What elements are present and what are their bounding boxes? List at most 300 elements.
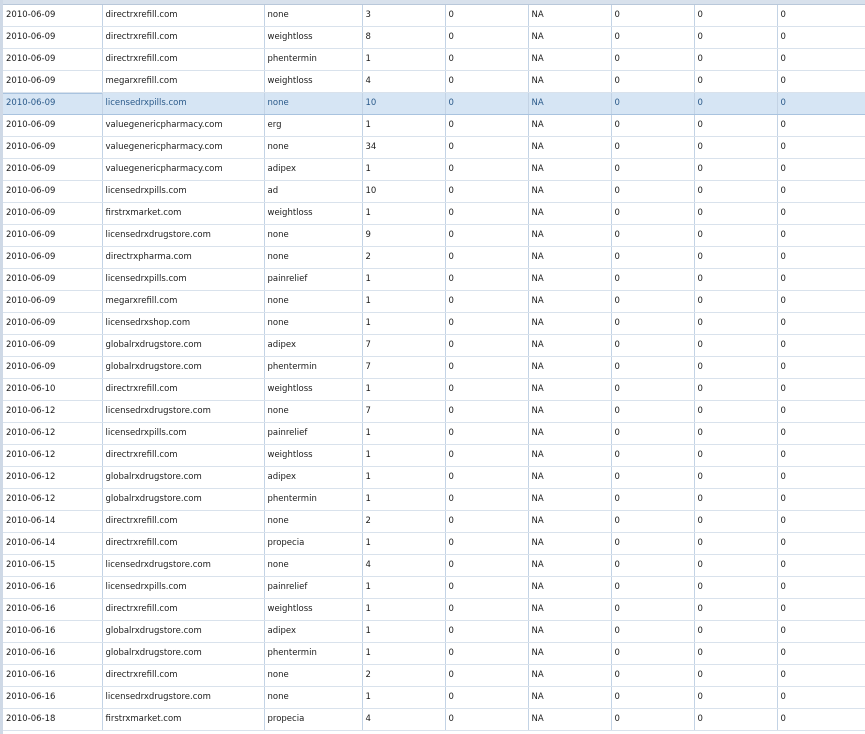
table-row[interactable]	[3, 115, 865, 137]
category-cell[interactable]: none	[264, 511, 362, 533]
col8-cell[interactable]: 0	[694, 533, 777, 555]
domain-cell[interactable]: directrxrefill.com	[102, 5, 264, 27]
col9-cell[interactable]: 0	[777, 71, 865, 93]
col9-cell[interactable]: 0	[777, 445, 865, 467]
domain-cell[interactable]: globalrxdrugstore.com	[102, 489, 264, 511]
col8-cell[interactable]: 0	[694, 555, 777, 577]
date-cell[interactable]: 2010-06-09	[3, 247, 102, 269]
table-row[interactable]	[3, 291, 865, 313]
col5-cell[interactable]: 0	[445, 291, 528, 313]
col8-cell[interactable]: 0	[694, 643, 777, 665]
col7-cell[interactable]: 0	[611, 203, 694, 225]
date-cell[interactable]: 2010-06-09	[3, 269, 102, 291]
col5-cell[interactable]: 0	[445, 225, 528, 247]
domain-cell[interactable]: directrxrefill.com	[102, 379, 264, 401]
col9-cell[interactable]: 0	[777, 203, 865, 225]
count-cell[interactable]: 1	[362, 313, 445, 335]
col9-cell[interactable]: 0	[777, 5, 865, 27]
category-cell[interactable]: none	[264, 313, 362, 335]
category-cell[interactable]: weightloss	[264, 445, 362, 467]
date-cell[interactable]: 2010-06-16	[3, 599, 102, 621]
col7-cell[interactable]: 0	[611, 313, 694, 335]
col5-cell[interactable]: 0	[445, 27, 528, 49]
domain-cell[interactable]: licensedrxpills.com	[102, 181, 264, 203]
col7-cell[interactable]: 0	[611, 93, 694, 115]
domain-cell[interactable]: valuegenericpharmacy.com	[102, 115, 264, 137]
domain-cell[interactable]: globalrxdrugstore.com	[102, 621, 264, 643]
col7-cell[interactable]: 0	[611, 709, 694, 731]
date-cell[interactable]: 2010-06-16	[3, 621, 102, 643]
na-cell[interactable]: NA	[528, 159, 611, 181]
col7-cell[interactable]: 0	[611, 49, 694, 71]
col5-cell[interactable]: 0	[445, 181, 528, 203]
na-cell[interactable]: NA	[528, 555, 611, 577]
domain-cell[interactable]: megarxrefill.com	[102, 71, 264, 93]
col7-cell[interactable]: 0	[611, 5, 694, 27]
table-row[interactable]	[3, 555, 865, 577]
table-row[interactable]	[3, 467, 865, 489]
date-cell[interactable]: 2010-06-09	[3, 225, 102, 247]
col9-cell[interactable]: 0	[777, 379, 865, 401]
col5-cell[interactable]: 0	[445, 555, 528, 577]
category-cell[interactable]: adipex	[264, 621, 362, 643]
col9-cell[interactable]: 0	[777, 357, 865, 379]
table-row[interactable]	[3, 335, 865, 357]
na-cell[interactable]: NA	[528, 533, 611, 555]
date-cell[interactable]: 2010-06-16	[3, 687, 102, 709]
col5-cell[interactable]: 0	[445, 269, 528, 291]
table-row[interactable]	[3, 621, 865, 643]
col8-cell[interactable]: 0	[694, 269, 777, 291]
col8-cell[interactable]: 0	[694, 71, 777, 93]
col9-cell[interactable]: 0	[777, 27, 865, 49]
col7-cell[interactable]: 0	[611, 115, 694, 137]
col9-cell[interactable]: 0	[777, 93, 865, 115]
category-cell[interactable]: adipex	[264, 335, 362, 357]
domain-cell[interactable]: directrxrefill.com	[102, 599, 264, 621]
col9-cell[interactable]: 0	[777, 555, 865, 577]
count-cell[interactable]: 34	[362, 137, 445, 159]
count-cell[interactable]: 1	[362, 269, 445, 291]
col9-cell[interactable]: 0	[777, 489, 865, 511]
table-row[interactable]	[3, 247, 865, 269]
col9-cell[interactable]: 0	[777, 423, 865, 445]
count-cell[interactable]: 10	[362, 181, 445, 203]
category-cell[interactable]: weightloss	[264, 379, 362, 401]
na-cell[interactable]: NA	[528, 621, 611, 643]
col7-cell[interactable]: 0	[611, 71, 694, 93]
col7-cell[interactable]: 0	[611, 181, 694, 203]
table-row[interactable]	[3, 599, 865, 621]
category-cell[interactable]: weightloss	[264, 27, 362, 49]
table-row[interactable]	[3, 511, 865, 533]
na-cell[interactable]: NA	[528, 665, 611, 687]
col8-cell[interactable]: 0	[694, 5, 777, 27]
na-cell[interactable]: NA	[528, 379, 611, 401]
col5-cell[interactable]: 0	[445, 401, 528, 423]
col5-cell[interactable]: 0	[445, 313, 528, 335]
col5-cell[interactable]: 0	[445, 577, 528, 599]
na-cell[interactable]: NA	[528, 27, 611, 49]
col5-cell[interactable]: 0	[445, 49, 528, 71]
na-cell[interactable]: NA	[528, 445, 611, 467]
na-cell[interactable]: NA	[528, 181, 611, 203]
date-cell[interactable]: 2010-06-16	[3, 643, 102, 665]
date-cell[interactable]: 2010-06-14	[3, 533, 102, 555]
table-row[interactable]	[3, 687, 865, 709]
col8-cell[interactable]: 0	[694, 709, 777, 731]
domain-cell[interactable]: firstrxmarket.com	[102, 709, 264, 731]
table-row[interactable]	[3, 379, 865, 401]
date-cell[interactable]: 2010-06-09	[3, 5, 102, 27]
date-cell[interactable]: 2010-06-09	[3, 357, 102, 379]
na-cell[interactable]: NA	[528, 203, 611, 225]
col9-cell[interactable]: 0	[777, 115, 865, 137]
col5-cell[interactable]: 0	[445, 665, 528, 687]
count-cell[interactable]: 2	[362, 665, 445, 687]
table-row[interactable]	[3, 533, 865, 555]
col8-cell[interactable]: 0	[694, 577, 777, 599]
date-cell[interactable]: 2010-06-09	[3, 313, 102, 335]
count-cell[interactable]: 1	[362, 423, 445, 445]
date-cell[interactable]: 2010-06-16	[3, 577, 102, 599]
na-cell[interactable]: NA	[528, 269, 611, 291]
na-cell[interactable]: NA	[528, 49, 611, 71]
category-cell[interactable]: weightloss	[264, 203, 362, 225]
col9-cell[interactable]: 0	[777, 533, 865, 555]
col9-cell[interactable]: 0	[777, 181, 865, 203]
col5-cell[interactable]: 0	[445, 511, 528, 533]
domain-cell[interactable]: licensedrxpills.com	[102, 423, 264, 445]
count-cell[interactable]: 1	[362, 599, 445, 621]
category-cell[interactable]: painrelief	[264, 423, 362, 445]
table-row[interactable]	[3, 5, 865, 27]
col7-cell[interactable]: 0	[611, 577, 694, 599]
category-cell[interactable]: adipex	[264, 467, 362, 489]
count-cell[interactable]: 8	[362, 27, 445, 49]
col7-cell[interactable]: 0	[611, 643, 694, 665]
date-cell[interactable]: 2010-06-12	[3, 401, 102, 423]
date-cell[interactable]: 2010-06-14	[3, 511, 102, 533]
count-cell[interactable]: 1	[362, 291, 445, 313]
col7-cell[interactable]: 0	[611, 27, 694, 49]
count-cell[interactable]: 3	[362, 5, 445, 27]
category-cell[interactable]: painrelief	[264, 577, 362, 599]
category-cell[interactable]: none	[264, 291, 362, 313]
table-row[interactable]	[3, 159, 865, 181]
col7-cell[interactable]: 0	[611, 599, 694, 621]
col9-cell[interactable]: 0	[777, 291, 865, 313]
col7-cell[interactable]: 0	[611, 533, 694, 555]
count-cell[interactable]: 7	[362, 401, 445, 423]
na-cell[interactable]: NA	[528, 5, 611, 27]
col9-cell[interactable]: 0	[777, 269, 865, 291]
count-cell[interactable]: 1	[362, 533, 445, 555]
col7-cell[interactable]: 0	[611, 423, 694, 445]
date-cell[interactable]: 2010-06-10	[3, 379, 102, 401]
category-cell[interactable]: none	[264, 137, 362, 159]
category-cell[interactable]: phentermin	[264, 49, 362, 71]
domain-cell[interactable]: directrxrefill.com	[102, 27, 264, 49]
col7-cell[interactable]: 0	[611, 511, 694, 533]
domain-cell[interactable]: licensedrxdrugstore.com	[102, 555, 264, 577]
col7-cell[interactable]: 0	[611, 291, 694, 313]
category-cell[interactable]: none	[264, 555, 362, 577]
col9-cell[interactable]: 0	[777, 665, 865, 687]
category-cell[interactable]: propecia	[264, 709, 362, 731]
col9-cell[interactable]: 0	[777, 599, 865, 621]
na-cell[interactable]: NA	[528, 511, 611, 533]
col8-cell[interactable]: 0	[694, 379, 777, 401]
col8-cell[interactable]: 0	[694, 159, 777, 181]
col8-cell[interactable]: 0	[694, 511, 777, 533]
col5-cell[interactable]: 0	[445, 159, 528, 181]
col8-cell[interactable]: 0	[694, 93, 777, 115]
count-cell[interactable]: 9	[362, 225, 445, 247]
col9-cell[interactable]: 0	[777, 577, 865, 599]
date-cell[interactable]: 2010-06-12	[3, 489, 102, 511]
na-cell[interactable]: NA	[528, 489, 611, 511]
domain-cell[interactable]: directrxpharma.com	[102, 247, 264, 269]
category-cell[interactable]: none	[264, 247, 362, 269]
table-row[interactable]	[3, 357, 865, 379]
col9-cell[interactable]: 0	[777, 687, 865, 709]
col5-cell[interactable]: 0	[445, 357, 528, 379]
count-cell[interactable]: 4	[362, 709, 445, 731]
col8-cell[interactable]: 0	[694, 291, 777, 313]
col5-cell[interactable]: 0	[445, 599, 528, 621]
col7-cell[interactable]: 0	[611, 401, 694, 423]
na-cell[interactable]: NA	[528, 357, 611, 379]
na-cell[interactable]: NA	[528, 225, 611, 247]
count-cell[interactable]: 4	[362, 555, 445, 577]
col5-cell[interactable]: 0	[445, 643, 528, 665]
na-cell[interactable]: NA	[528, 401, 611, 423]
na-cell[interactable]: NA	[528, 291, 611, 313]
table-row[interactable]	[3, 709, 865, 731]
col7-cell[interactable]: 0	[611, 445, 694, 467]
table-row[interactable]	[3, 93, 865, 115]
category-cell[interactable]: none	[264, 5, 362, 27]
category-cell[interactable]: ad	[264, 181, 362, 203]
col5-cell[interactable]: 0	[445, 137, 528, 159]
category-cell[interactable]: erg	[264, 115, 362, 137]
na-cell[interactable]: NA	[528, 599, 611, 621]
table-row[interactable]	[3, 643, 865, 665]
table-row[interactable]	[3, 203, 865, 225]
category-cell[interactable]: none	[264, 687, 362, 709]
col8-cell[interactable]: 0	[694, 599, 777, 621]
col8-cell[interactable]: 0	[694, 27, 777, 49]
domain-cell[interactable]: globalrxdrugstore.com	[102, 643, 264, 665]
col8-cell[interactable]: 0	[694, 445, 777, 467]
date-cell[interactable]: 2010-06-09	[3, 335, 102, 357]
col8-cell[interactable]: 0	[694, 247, 777, 269]
count-cell[interactable]: 1	[362, 687, 445, 709]
date-cell[interactable]: 2010-06-12	[3, 467, 102, 489]
date-cell[interactable]: 2010-06-12	[3, 423, 102, 445]
domain-cell[interactable]: licensedrxpills.com	[102, 93, 264, 115]
table-row[interactable]	[3, 71, 865, 93]
domain-cell[interactable]: licensedrxshop.com	[102, 313, 264, 335]
col5-cell[interactable]: 0	[445, 621, 528, 643]
na-cell[interactable]: NA	[528, 93, 611, 115]
domain-cell[interactable]: directrxrefill.com	[102, 665, 264, 687]
table-row[interactable]	[3, 225, 865, 247]
category-cell[interactable]: phentermin	[264, 489, 362, 511]
table-row[interactable]	[3, 665, 865, 687]
domain-cell[interactable]: directrxrefill.com	[102, 445, 264, 467]
date-cell[interactable]: 2010-06-16	[3, 665, 102, 687]
col8-cell[interactable]: 0	[694, 665, 777, 687]
col5-cell[interactable]: 0	[445, 489, 528, 511]
col7-cell[interactable]: 0	[611, 379, 694, 401]
col5-cell[interactable]: 0	[445, 533, 528, 555]
col9-cell[interactable]: 0	[777, 313, 865, 335]
col9-cell[interactable]: 0	[777, 401, 865, 423]
category-cell[interactable]: phentermin	[264, 357, 362, 379]
col9-cell[interactable]: 0	[777, 159, 865, 181]
count-cell[interactable]: 4	[362, 71, 445, 93]
date-cell[interactable]: 2010-06-09	[3, 291, 102, 313]
col9-cell[interactable]: 0	[777, 621, 865, 643]
na-cell[interactable]: NA	[528, 577, 611, 599]
col7-cell[interactable]: 0	[611, 467, 694, 489]
col8-cell[interactable]: 0	[694, 489, 777, 511]
date-cell[interactable]: 2010-06-15	[3, 555, 102, 577]
table-row[interactable]	[3, 423, 865, 445]
domain-cell[interactable]: licensedrxdrugstore.com	[102, 687, 264, 709]
col9-cell[interactable]: 0	[777, 511, 865, 533]
category-cell[interactable]: weightloss	[264, 599, 362, 621]
date-cell[interactable]: 2010-06-09	[3, 27, 102, 49]
na-cell[interactable]: NA	[528, 137, 611, 159]
category-cell[interactable]: none	[264, 93, 362, 115]
domain-cell[interactable]: globalrxdrugstore.com	[102, 467, 264, 489]
domain-cell[interactable]: licensedrxdrugstore.com	[102, 225, 264, 247]
col7-cell[interactable]: 0	[611, 247, 694, 269]
date-cell[interactable]: 2010-06-09	[3, 49, 102, 71]
col5-cell[interactable]: 0	[445, 423, 528, 445]
table-row[interactable]	[3, 445, 865, 467]
date-cell[interactable]: 2010-06-12	[3, 445, 102, 467]
col7-cell[interactable]: 0	[611, 137, 694, 159]
date-cell[interactable]: 2010-06-18	[3, 709, 102, 731]
count-cell[interactable]: 2	[362, 247, 445, 269]
col7-cell[interactable]: 0	[611, 687, 694, 709]
na-cell[interactable]: NA	[528, 313, 611, 335]
col5-cell[interactable]: 0	[445, 71, 528, 93]
col5-cell[interactable]: 0	[445, 445, 528, 467]
col8-cell[interactable]: 0	[694, 49, 777, 71]
count-cell[interactable]: 2	[362, 511, 445, 533]
category-cell[interactable]: adipex	[264, 159, 362, 181]
na-cell[interactable]: NA	[528, 115, 611, 137]
count-cell[interactable]: 1	[362, 577, 445, 599]
count-cell[interactable]: 1	[362, 49, 445, 71]
col8-cell[interactable]: 0	[694, 687, 777, 709]
col8-cell[interactable]: 0	[694, 225, 777, 247]
date-cell[interactable]: 2010-06-09	[3, 71, 102, 93]
col8-cell[interactable]: 0	[694, 467, 777, 489]
na-cell[interactable]: NA	[528, 423, 611, 445]
category-cell[interactable]: none	[264, 401, 362, 423]
col7-cell[interactable]: 0	[611, 269, 694, 291]
count-cell[interactable]: 7	[362, 357, 445, 379]
category-cell[interactable]: propecia	[264, 533, 362, 555]
na-cell[interactable]: NA	[528, 467, 611, 489]
na-cell[interactable]: NA	[528, 247, 611, 269]
col8-cell[interactable]: 0	[694, 423, 777, 445]
col7-cell[interactable]: 0	[611, 621, 694, 643]
domain-cell[interactable]: globalrxdrugstore.com	[102, 335, 264, 357]
col8-cell[interactable]: 0	[694, 203, 777, 225]
col9-cell[interactable]: 0	[777, 225, 865, 247]
col7-cell[interactable]: 0	[611, 357, 694, 379]
col9-cell[interactable]: 0	[777, 335, 865, 357]
domain-cell[interactable]: valuegenericpharmacy.com	[102, 137, 264, 159]
count-cell[interactable]: 1	[362, 115, 445, 137]
col8-cell[interactable]: 0	[694, 115, 777, 137]
col8-cell[interactable]: 0	[694, 137, 777, 159]
col5-cell[interactable]: 0	[445, 379, 528, 401]
col8-cell[interactable]: 0	[694, 335, 777, 357]
count-cell[interactable]: 1	[362, 379, 445, 401]
date-cell[interactable]: 2010-06-09	[3, 137, 102, 159]
category-cell[interactable]: none	[264, 665, 362, 687]
na-cell[interactable]: NA	[528, 335, 611, 357]
table-row[interactable]	[3, 313, 865, 335]
col7-cell[interactable]: 0	[611, 225, 694, 247]
col5-cell[interactable]: 0	[445, 709, 528, 731]
table-row[interactable]	[3, 137, 865, 159]
col5-cell[interactable]: 0	[445, 467, 528, 489]
col8-cell[interactable]: 0	[694, 313, 777, 335]
table-row[interactable]	[3, 49, 865, 71]
col7-cell[interactable]: 0	[611, 665, 694, 687]
table-row[interactable]	[3, 577, 865, 599]
col5-cell[interactable]: 0	[445, 93, 528, 115]
table-row[interactable]	[3, 181, 865, 203]
col9-cell[interactable]: 0	[777, 467, 865, 489]
col7-cell[interactable]: 0	[611, 489, 694, 511]
domain-cell[interactable]: directrxrefill.com	[102, 49, 264, 71]
domain-cell[interactable]: firstrxmarket.com	[102, 203, 264, 225]
na-cell[interactable]: NA	[528, 709, 611, 731]
count-cell[interactable]: 1	[362, 159, 445, 181]
col7-cell[interactable]: 0	[611, 159, 694, 181]
domain-cell[interactable]: licensedrxpills.com	[102, 577, 264, 599]
count-cell[interactable]: 1	[362, 621, 445, 643]
col8-cell[interactable]: 0	[694, 181, 777, 203]
table-row[interactable]	[3, 489, 865, 511]
count-cell[interactable]: 7	[362, 335, 445, 357]
col9-cell[interactable]: 0	[777, 247, 865, 269]
col5-cell[interactable]: 0	[445, 5, 528, 27]
table-row[interactable]	[3, 27, 865, 49]
table-row[interactable]	[3, 401, 865, 423]
count-cell[interactable]: 1	[362, 643, 445, 665]
col7-cell[interactable]: 0	[611, 335, 694, 357]
count-cell[interactable]: 1	[362, 489, 445, 511]
domain-cell[interactable]: directrxrefill.com	[102, 511, 264, 533]
na-cell[interactable]: NA	[528, 71, 611, 93]
col7-cell[interactable]: 0	[611, 555, 694, 577]
col5-cell[interactable]: 0	[445, 335, 528, 357]
category-cell[interactable]: phentermin	[264, 643, 362, 665]
col5-cell[interactable]: 0	[445, 115, 528, 137]
col9-cell[interactable]: 0	[777, 137, 865, 159]
